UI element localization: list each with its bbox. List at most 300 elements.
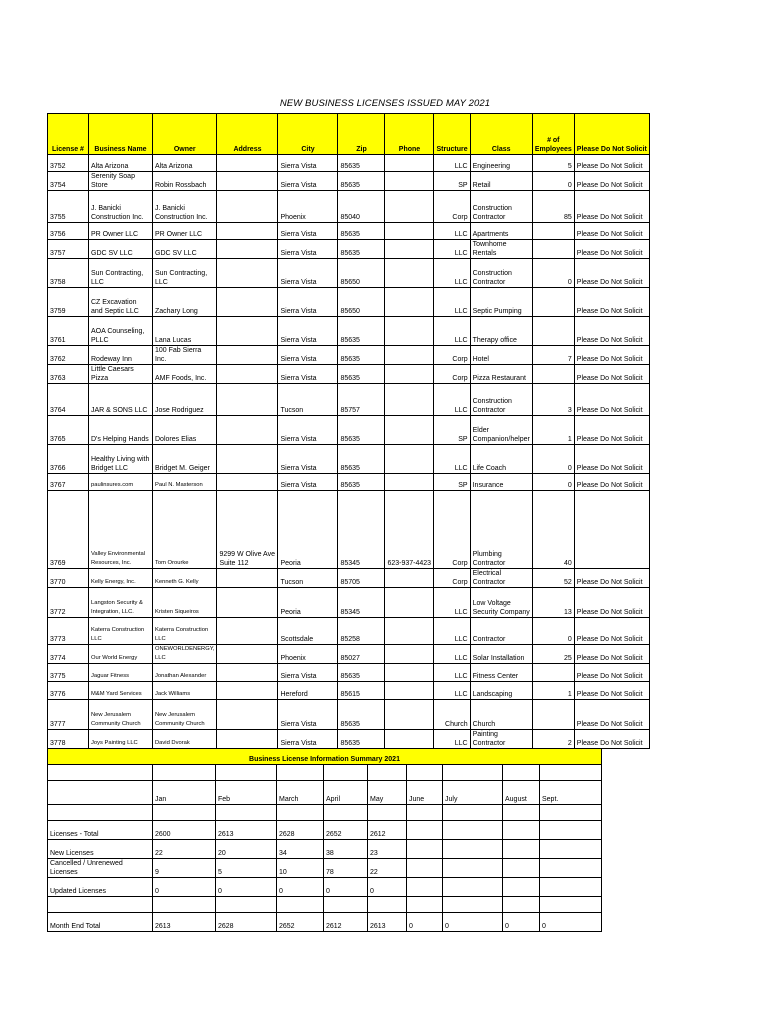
cell-address [217, 664, 278, 682]
cell-business: Sun Contracting, LLC [89, 259, 153, 288]
summary-value [503, 821, 540, 840]
cell-city: Sierra Vista [278, 223, 338, 240]
cell-address [217, 365, 278, 384]
cell-phone [385, 172, 434, 191]
table-row [48, 191, 650, 223]
header-phone: Phone [385, 114, 434, 155]
cell-city: Hereford [278, 682, 338, 700]
cell-phone [385, 346, 434, 365]
cell-employees [532, 365, 574, 384]
summary-value: 23 [368, 840, 407, 859]
cell-structure: LLC [434, 384, 470, 416]
summary-empty-cell [216, 897, 277, 913]
cell-zip: 85635 [338, 664, 385, 682]
cell-license: 3772 [48, 588, 89, 618]
cell-license: 3763 [48, 365, 89, 384]
cell-phone [385, 416, 434, 445]
cell-phone [385, 588, 434, 618]
cell-solicit: Please Do Not Solicit [574, 618, 649, 645]
table-row [48, 588, 650, 618]
summary-value: 22 [368, 859, 407, 878]
summary-value [407, 840, 443, 859]
summary-value [540, 821, 602, 840]
summary-data-row [48, 913, 602, 932]
header-class: Class [470, 114, 532, 155]
cell-city: Sierra Vista [278, 365, 338, 384]
cell-business: Our World Energy [89, 645, 153, 664]
cell-solicit: Please Do Not Solicit [574, 240, 649, 259]
cell-address [217, 317, 278, 346]
cell-business: J. Banicki Construction Inc. [89, 191, 153, 223]
cell-address [217, 172, 278, 191]
summary-value [503, 878, 540, 897]
cell-class: Pizza Restaurant [470, 365, 532, 384]
cell-employees: 0 [532, 474, 574, 491]
cell-city: Sierra Vista [278, 445, 338, 474]
cell-class: Electrical Contractor [470, 569, 532, 588]
summary-value: 20 [216, 840, 277, 859]
cell-solicit: Please Do Not Solicit [574, 365, 649, 384]
cell-class: Fitness Center [470, 664, 532, 682]
cell-license: 3765 [48, 416, 89, 445]
summary-month-2: March [277, 781, 324, 805]
summary-spacer-row [48, 805, 602, 821]
cell-owner: Jose Rodriguez [153, 384, 217, 416]
cell-class: Contractor [470, 618, 532, 645]
cell-zip: 85757 [338, 384, 385, 416]
cell-owner: Jonathan Alexander [153, 664, 217, 682]
cell-structure: LLC [434, 317, 470, 346]
summary-data-row [48, 840, 602, 859]
cell-employees: 1 [532, 416, 574, 445]
cell-city: Sierra Vista [278, 317, 338, 346]
cell-employees: 13 [532, 588, 574, 618]
cell-zip: 85345 [338, 491, 385, 569]
cell-employees: 3 [532, 384, 574, 416]
cell-phone [385, 474, 434, 491]
cell-license: 3755 [48, 191, 89, 223]
cell-owner: New Jerusalem Community Church [153, 700, 217, 730]
cell-zip: 85635 [338, 416, 385, 445]
summary-row-label: Month End Total [48, 913, 153, 932]
summary-title: Business License Information Summary 2021 [48, 749, 602, 765]
licenses-table [47, 113, 650, 749]
cell-address [217, 645, 278, 664]
cell-owner: Lana Lucas [153, 317, 217, 346]
cell-zip: 85635 [338, 317, 385, 346]
cell-employees: 7 [532, 346, 574, 365]
cell-solicit: Please Do Not Solicit [574, 588, 649, 618]
summary-value [443, 859, 503, 878]
cell-city: Sierra Vista [278, 155, 338, 172]
summary-empty-cell [443, 765, 503, 781]
summary-empty-cell [540, 805, 602, 821]
table-row [48, 155, 650, 172]
cell-business: GDC SV LLC [89, 240, 153, 259]
cell-solicit: Please Do Not Solicit [574, 346, 649, 365]
cell-solicit: Please Do Not Solicit [574, 445, 649, 474]
cell-structure: Corp [434, 491, 470, 569]
summary-value: 0 [503, 913, 540, 932]
cell-business: Jaguar Fitness [89, 664, 153, 682]
summary-empty-cell [503, 897, 540, 913]
summary-empty-cell [48, 765, 153, 781]
cell-phone [385, 288, 434, 317]
cell-class: Construction Contractor [470, 384, 532, 416]
summary-value: 2628 [216, 913, 277, 932]
cell-city: Sierra Vista [278, 172, 338, 191]
cell-business: Langston Security & Integration, LLC. [89, 588, 153, 618]
table-row [48, 700, 650, 730]
cell-license: 3775 [48, 664, 89, 682]
table-row [48, 317, 650, 346]
cell-business: Little Caesars Pizza [89, 365, 153, 384]
cell-class: Low Voltage Security Company [470, 588, 532, 618]
cell-employees [532, 223, 574, 240]
cell-business: M&M Yard Services [89, 682, 153, 700]
cell-class: Plumbing Contractor [470, 491, 532, 569]
table-row [48, 240, 650, 259]
cell-city: Sierra Vista [278, 240, 338, 259]
table-row [48, 346, 650, 365]
summary-empty-cell [324, 805, 368, 821]
cell-phone [385, 259, 434, 288]
cell-class: Church [470, 700, 532, 730]
summary-value [407, 821, 443, 840]
summary-empty-cell [324, 897, 368, 913]
cell-zip: 85635 [338, 172, 385, 191]
summary-value: 0 [443, 913, 503, 932]
cell-class: Engineering [470, 155, 532, 172]
cell-class: Elder Companion/helper [470, 416, 532, 445]
cell-structure: SP [434, 474, 470, 491]
cell-license: 3764 [48, 384, 89, 416]
cell-license: 3752 [48, 155, 89, 172]
cell-license: 3766 [48, 445, 89, 474]
summary-value: 2613 [368, 913, 407, 932]
cell-class: Townhome Rentals [470, 240, 532, 259]
cell-structure: LLC [434, 588, 470, 618]
cell-employees [532, 664, 574, 682]
cell-employees [532, 700, 574, 730]
summary-row-label: Licenses - Total [48, 821, 153, 840]
summary-month-0: Jan [153, 781, 216, 805]
cell-city: Scottsdale [278, 618, 338, 645]
cell-city: Sierra Vista [278, 730, 338, 749]
cell-phone [385, 365, 434, 384]
cell-structure: LLC [434, 288, 470, 317]
cell-solicit: Please Do Not Solicit [574, 191, 649, 223]
cell-owner: Sun Contracting, LLC [153, 259, 217, 288]
header-solicit: Please Do Not Solicit [574, 114, 649, 155]
cell-license: 3774 [48, 645, 89, 664]
summary-month-8: Sept. [540, 781, 602, 805]
cell-phone [385, 730, 434, 749]
cell-solicit: Please Do Not Solicit [574, 682, 649, 700]
table-row [48, 259, 650, 288]
cell-zip: 85027 [338, 645, 385, 664]
summary-value: 0 [324, 878, 368, 897]
cell-address [217, 384, 278, 416]
cell-solicit: Please Do Not Solicit [574, 223, 649, 240]
cell-phone [385, 445, 434, 474]
summary-value: 0 [540, 913, 602, 932]
cell-phone [385, 155, 434, 172]
table-row [48, 416, 650, 445]
summary-empty-cell [153, 765, 216, 781]
cell-address [217, 730, 278, 749]
summary-empty-cell [540, 765, 602, 781]
cell-city: Tucson [278, 384, 338, 416]
cell-owner: Zachary Long [153, 288, 217, 317]
cell-employees: 85 [532, 191, 574, 223]
cell-solicit: Please Do Not Solicit [574, 730, 649, 749]
cell-class: Construction Contractor [470, 259, 532, 288]
cell-class: Septic Pumping [470, 288, 532, 317]
cell-solicit: Please Do Not Solicit [574, 172, 649, 191]
table-row [48, 682, 650, 700]
summary-month-6: July [443, 781, 503, 805]
cell-owner: David Dvorak [153, 730, 217, 749]
licenses-body [48, 155, 650, 749]
cell-zip: 85615 [338, 682, 385, 700]
cell-owner: GDC SV LLC [153, 240, 217, 259]
table-row [48, 618, 650, 645]
cell-address [217, 416, 278, 445]
summary-value: 2613 [153, 913, 216, 932]
cell-license: 3773 [48, 618, 89, 645]
cell-owner: Robin Rossbach [153, 172, 217, 191]
cell-class: Life Coach [470, 445, 532, 474]
cell-license: 3761 [48, 317, 89, 346]
header-zip: Zip [338, 114, 385, 155]
summary-empty-cell [277, 897, 324, 913]
cell-phone [385, 664, 434, 682]
cell-owner: Kenneth G. Kelly [153, 569, 217, 588]
summary-value: 5 [216, 859, 277, 878]
cell-owner: ONEWORLDENERGY, LLC [153, 645, 217, 664]
cell-phone [385, 645, 434, 664]
cell-business: Katerra Construction LLC [89, 618, 153, 645]
cell-owner: 100 Fab Sierra Inc. [153, 346, 217, 365]
summary-value: 0 [407, 913, 443, 932]
cell-zip: 85635 [338, 346, 385, 365]
cell-structure: LLC [434, 445, 470, 474]
summary-empty-cell [277, 765, 324, 781]
summary-empty-cell [277, 805, 324, 821]
cell-city: Sierra Vista [278, 700, 338, 730]
cell-city: Tucson [278, 569, 338, 588]
cell-structure: Church [434, 700, 470, 730]
cell-owner: J. Banicki Construction Inc. [153, 191, 217, 223]
cell-class: Therapy office [470, 317, 532, 346]
cell-class: Painting Contractor [470, 730, 532, 749]
cell-employees: 2 [532, 730, 574, 749]
summary-empty-cell [443, 897, 503, 913]
summary-empty-cell [216, 765, 277, 781]
table-row [48, 730, 650, 749]
cell-owner: Bridget M. Geiger [153, 445, 217, 474]
summary-month-4: May [368, 781, 407, 805]
cell-license: 3762 [48, 346, 89, 365]
cell-address [217, 445, 278, 474]
table-row [48, 664, 650, 682]
cell-license: 3756 [48, 223, 89, 240]
cell-employees: 0 [532, 445, 574, 474]
cell-class: Apartments [470, 223, 532, 240]
cell-business: CZ Excavation and Septic LLC [89, 288, 153, 317]
summary-empty-cell [407, 805, 443, 821]
summary-value [443, 840, 503, 859]
summary-spacer-row [48, 765, 602, 781]
cell-class: Insurance [470, 474, 532, 491]
table-row [48, 288, 650, 317]
cell-business: paulinsures.com [89, 474, 153, 491]
summary-value [443, 821, 503, 840]
cell-structure: LLC [434, 223, 470, 240]
cell-zip: 85345 [338, 588, 385, 618]
cell-solicit: Please Do Not Solicit [574, 384, 649, 416]
header-owner: Owner [153, 114, 217, 155]
cell-city: Peoria [278, 491, 338, 569]
cell-phone [385, 223, 434, 240]
summary-value: 2613 [216, 821, 277, 840]
summary-value: 2628 [277, 821, 324, 840]
cell-zip: 85705 [338, 569, 385, 588]
summary-month-7: August [503, 781, 540, 805]
summary-empty-cell [443, 805, 503, 821]
cell-address [217, 259, 278, 288]
cell-address [217, 223, 278, 240]
cell-zip: 85635 [338, 240, 385, 259]
cell-phone [385, 569, 434, 588]
cell-business: PR Owner LLC [89, 223, 153, 240]
cell-phone [385, 700, 434, 730]
cell-phone [385, 191, 434, 223]
header-business-name: Business Name [89, 114, 153, 155]
summary-data-row [48, 821, 602, 840]
cell-solicit: Please Do Not Solicit [574, 645, 649, 664]
cell-license: 3770 [48, 569, 89, 588]
cell-zip: 85258 [338, 618, 385, 645]
summary-data-row [48, 859, 602, 878]
cell-zip: 85650 [338, 288, 385, 317]
summary-value: 10 [277, 859, 324, 878]
cell-city: Phoenix [278, 191, 338, 223]
summary-value [443, 878, 503, 897]
cell-employees: 0 [532, 259, 574, 288]
table-row [48, 172, 650, 191]
cell-phone [385, 317, 434, 346]
cell-address [217, 682, 278, 700]
cell-license: 3767 [48, 474, 89, 491]
cell-class: Construction Contractor [470, 191, 532, 223]
table-row [48, 445, 650, 474]
summary-empty-cell [216, 805, 277, 821]
cell-phone: 623-937-4423 [385, 491, 434, 569]
cell-license: 3777 [48, 700, 89, 730]
cell-address [217, 618, 278, 645]
summary-value: 9 [153, 859, 216, 878]
cell-address [217, 569, 278, 588]
cell-owner: Alta Arizona [153, 155, 217, 172]
summary-value: 2612 [324, 913, 368, 932]
cell-employees: 0 [532, 618, 574, 645]
cell-structure: SP [434, 172, 470, 191]
cell-phone [385, 682, 434, 700]
cell-employees: 52 [532, 569, 574, 588]
cell-zip: 85650 [338, 259, 385, 288]
cell-zip: 85635 [338, 700, 385, 730]
cell-employees: 5 [532, 155, 574, 172]
summary-empty-cell [407, 765, 443, 781]
summary-empty-cell [324, 765, 368, 781]
cell-owner: Jack Williams [153, 682, 217, 700]
cell-city: Sierra Vista [278, 346, 338, 365]
cell-license: 3758 [48, 259, 89, 288]
cell-business: Serenity Soap Store [89, 172, 153, 191]
summary-value: 0 [216, 878, 277, 897]
summary-empty-cell [153, 805, 216, 821]
cell-city: Sierra Vista [278, 474, 338, 491]
cell-owner: PR Owner LLC [153, 223, 217, 240]
cell-city: Sierra Vista [278, 259, 338, 288]
cell-license: 3778 [48, 730, 89, 749]
cell-zip: 85635 [338, 730, 385, 749]
cell-business: D's Helping Hands [89, 416, 153, 445]
summary-empty-cell [153, 897, 216, 913]
summary-month-1: Feb [216, 781, 277, 805]
cell-business: Alta Arizona [89, 155, 153, 172]
cell-employees: 0 [532, 172, 574, 191]
cell-business: JAR & SONS LLC [89, 384, 153, 416]
summary-month-3: April [324, 781, 368, 805]
summary-value: 2652 [324, 821, 368, 840]
cell-license: 3769 [48, 491, 89, 569]
cell-class: Solar Installation [470, 645, 532, 664]
cell-address [217, 474, 278, 491]
header-address: Address [217, 114, 278, 155]
cell-employees [532, 240, 574, 259]
cell-address [217, 700, 278, 730]
summary-empty-cell [407, 897, 443, 913]
cell-solicit [574, 491, 649, 569]
summary-title-row [48, 749, 602, 765]
cell-class: Landscaping [470, 682, 532, 700]
cell-solicit: Please Do Not Solicit [574, 700, 649, 730]
page-title: NEW BUSINESS LICENSES ISSUED MAY 2021 [279, 98, 491, 109]
cell-owner: Dolores Elias [153, 416, 217, 445]
header-license: License # [48, 114, 89, 155]
cell-structure: LLC [434, 155, 470, 172]
summary-body [48, 749, 602, 932]
summary-data-row [48, 878, 602, 897]
summary-empty-cell [48, 805, 153, 821]
cell-license: 3754 [48, 172, 89, 191]
cell-structure: LLC [434, 682, 470, 700]
cell-business: Rodeway Inn [89, 346, 153, 365]
summary-value: 2652 [277, 913, 324, 932]
summary-months-row [48, 781, 602, 805]
cell-city: Sierra Vista [278, 288, 338, 317]
cell-zip: 85635 [338, 445, 385, 474]
cell-solicit: Please Do Not Solicit [574, 259, 649, 288]
cell-city: Phoenix [278, 645, 338, 664]
cell-owner: Kristen Siqueiros [153, 588, 217, 618]
cell-structure: LLC [434, 730, 470, 749]
summary-empty-cell [368, 805, 407, 821]
cell-solicit: Please Do Not Solicit [574, 155, 649, 172]
